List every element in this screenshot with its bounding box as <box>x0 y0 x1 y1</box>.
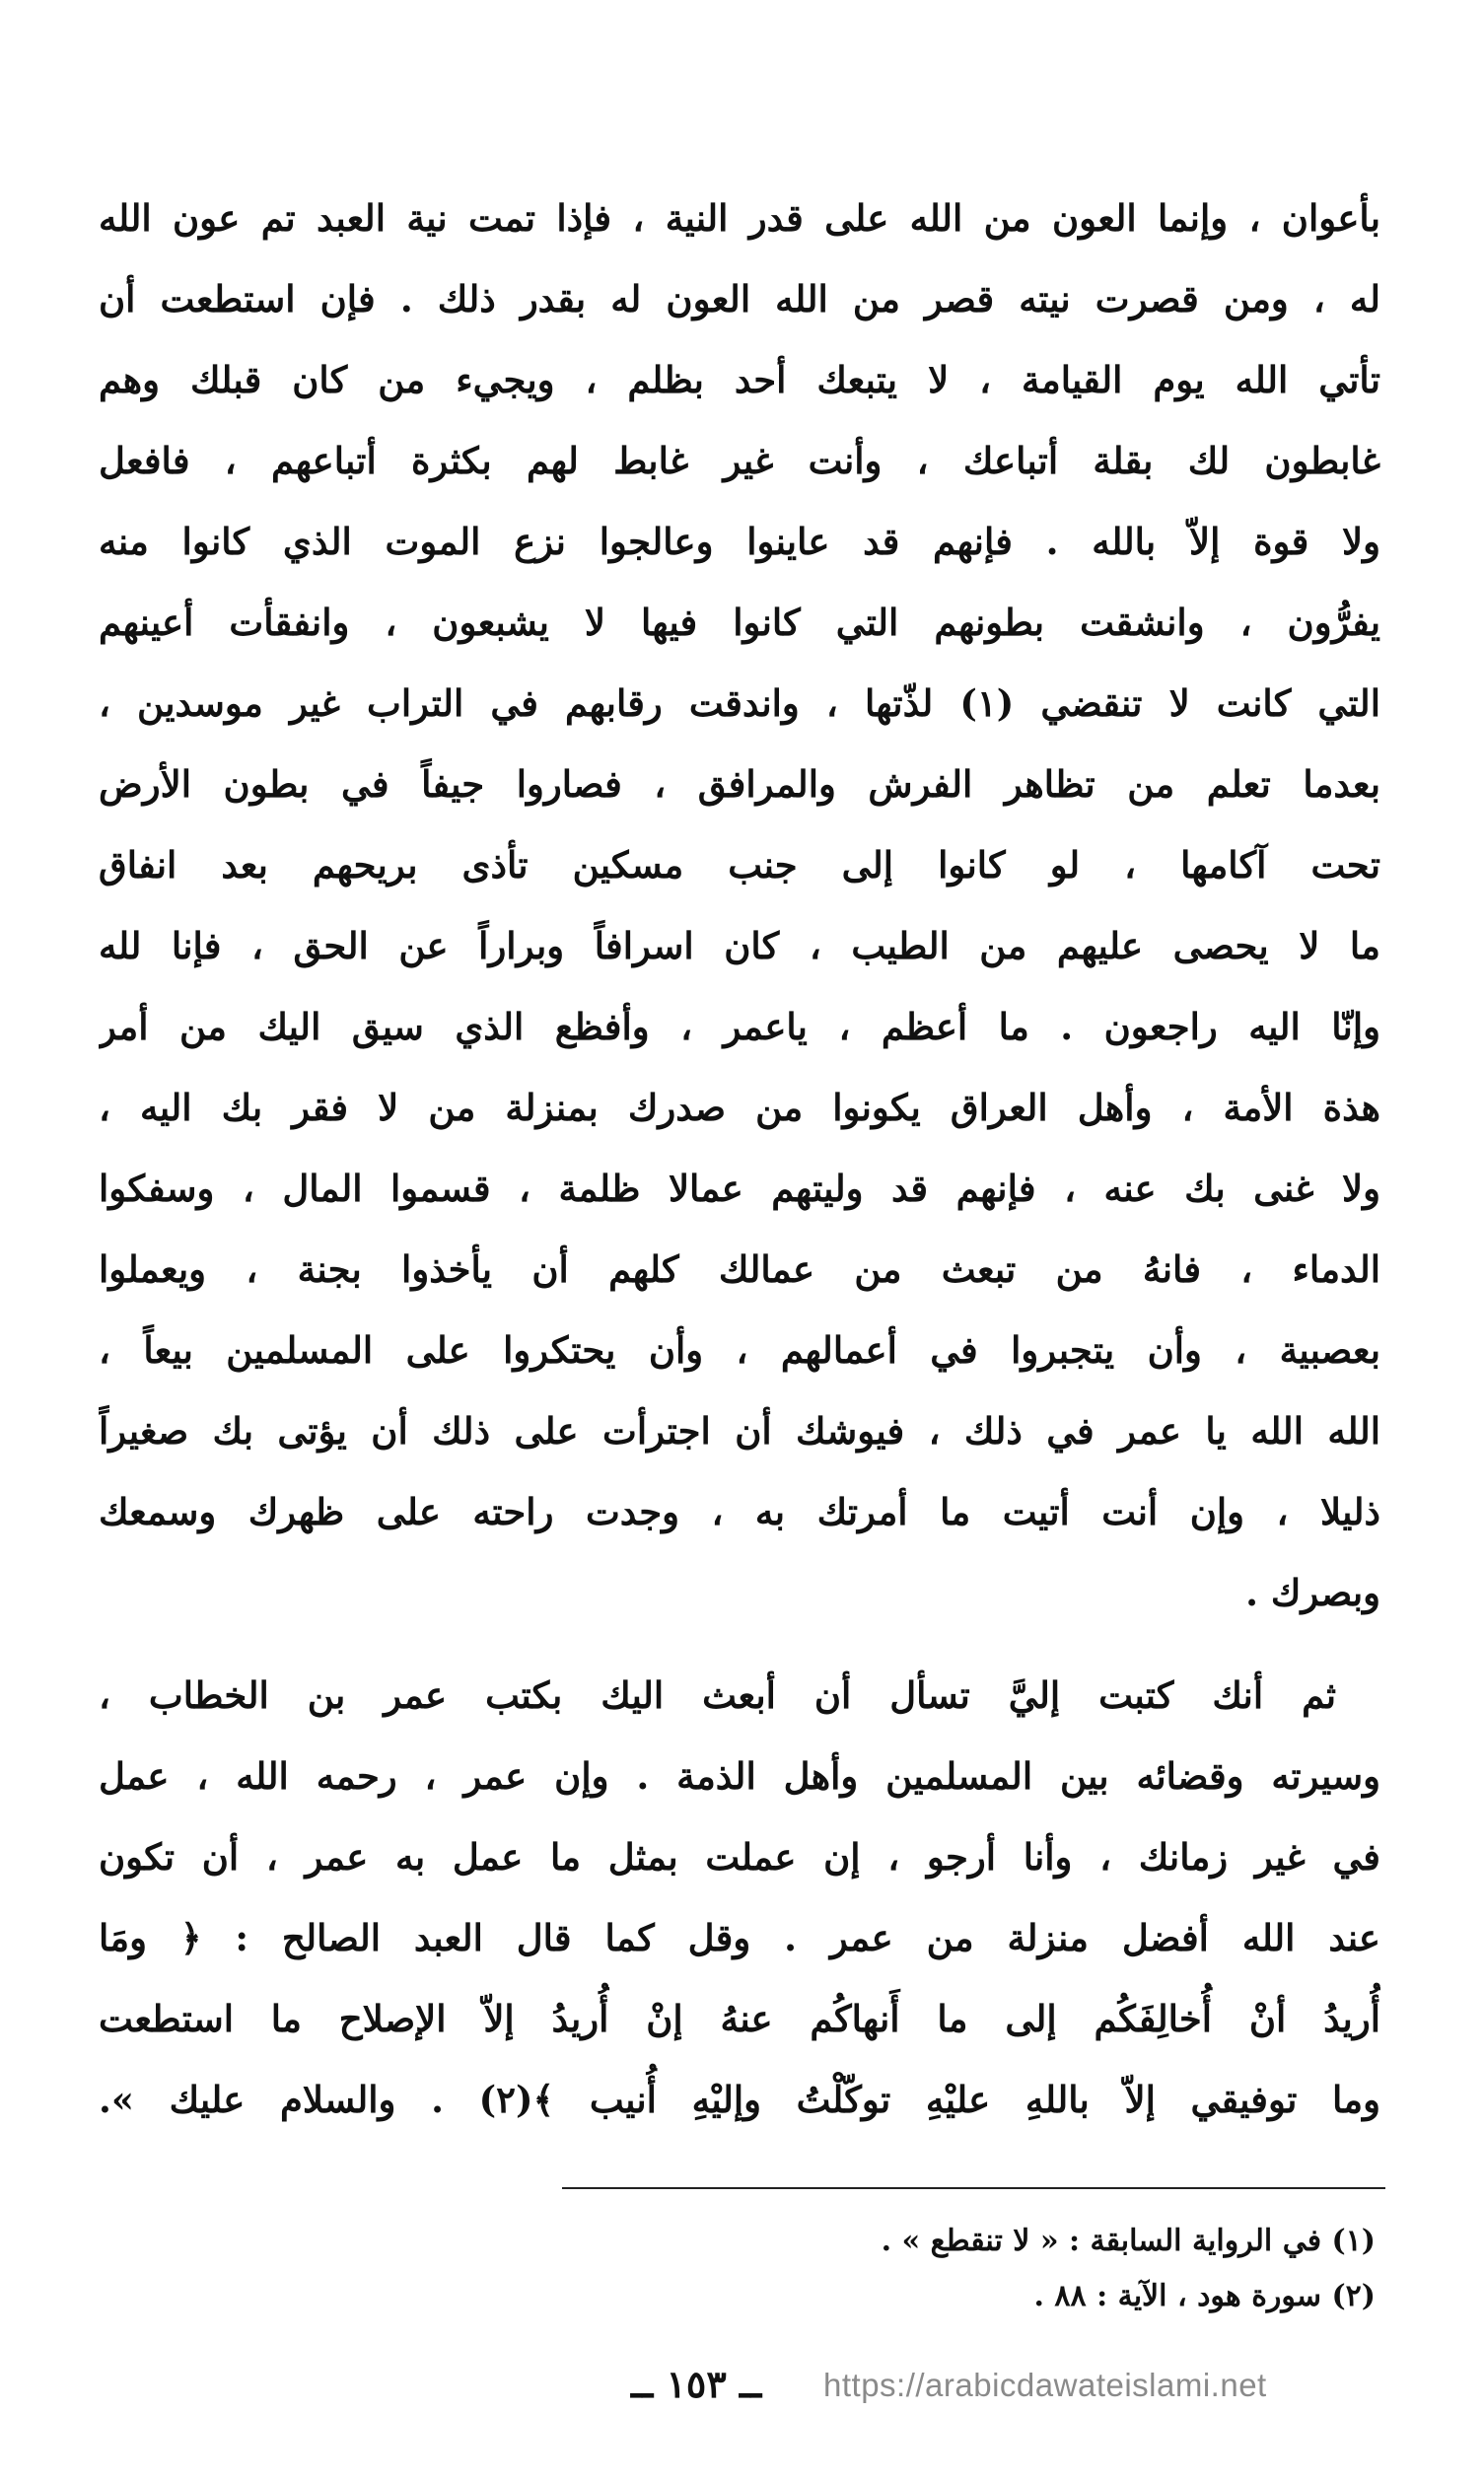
text-line: وإنّا اليه راجعون . ما أعظم ، ياعمر ، وأفظع الذي سيق اليك من أمر <box>99 1005 1380 1048</box>
text-line: بعدما تعلم من تظاهر الفرش والمرافق ، فصاروا جيفاً في بطون الأرض <box>99 762 1380 806</box>
text-line: تحت آكامها ، لو كانوا إلى جنب مسكين تأذى بريحهم بعد انفاق <box>99 843 1380 887</box>
text-line: هذة الأمة ، وأهل العراق يكونوا من صدرك بمنزلة من لا فقر بك اليه ، <box>99 1086 1380 1129</box>
text-line: غابطون لك بقلة أتباعك ، وأنت غير غابط لهم بكثرة أتباعهم ، فافعل <box>99 439 1380 482</box>
text-line: أُريدُ أنْ أُخالِفَكُم إلى ما أَنهاكُم عنهُ إنْ أُريدُ إلاّ الإصلاح ما استطعت <box>99 1997 1380 2040</box>
text-line: الله الله يا عمر في ذلك ، فيوشك أن اجترأت على ذلك أن يؤتى بك صغيراً <box>99 1409 1380 1453</box>
text-line: يفرُّون ، وانشقت بطونهم التي كانوا فيها لا يشبعون ، وانفقأت أعينهم <box>99 601 1380 644</box>
text-line: له ، ومن قصرت نيته قصر من الله العون له بقدر ذلك . فإن استطعت أن <box>99 277 1380 320</box>
text-line: وسيرته وقضائه بين المسلمين وأهل الذمة . وإن عمر ، رحمه الله ، عمل <box>99 1754 1380 1798</box>
text-line: ثم أنك كتبت إليَّ تسأل أن أبعث اليك بكتب عمر بن الخطاب ، <box>99 1673 1336 1717</box>
paragraph-2 <box>99 1655 1380 2140</box>
paragraph-spacer <box>99 1633 1380 1655</box>
watermark-url: https://arabicdawateislami.net <box>823 2367 1267 2403</box>
text-line: ولا غنى بك عنه ، فإنهم قد وليتهم عمالا ظلمة ، قسموا المال ، وسفكوا <box>99 1167 1380 1210</box>
text-line: الدماء ، فانهُ من تبعث من عمالك كلهم أن يأخذوا بجنة ، ويعملوا <box>99 1247 1380 1291</box>
text-line: وما توفيقي إلاّ باللهِ عليْهِ توكّلْتُ وإليْهِ أُنيب ﴾(٢) . والسلام عليك ». <box>99 2078 1380 2121</box>
text-line: في غير زمانك ، وأنا أرجو ، إن عملت بمثل ما عمل به عمر ، أن تكون <box>99 1835 1380 1879</box>
footnote-divider <box>562 2187 1385 2189</box>
text-line: ولا قوة إلاّ بالله . فإنهم قد عاينوا وعالجوا نزع الموت الذي كانوا منه <box>99 520 1380 563</box>
text-line: عند الله أفضل منزلة من عمر . وقل كما قال العبد الصالح : ﴿ ومَا <box>99 1916 1380 1959</box>
footnotes <box>882 2214 1376 2324</box>
footnote-1: (١) في الرواية السابقة : « لا تنقطع » . <box>881 2224 1376 2258</box>
text-line: تأتي الله يوم القيامة ، لا يتبعك أحد بظلم ، ويجيء من كان قبلك وهم <box>99 358 1380 401</box>
main-text <box>99 177 1380 2140</box>
footnote-2: (٢) سورة هود ، الآية : ٨٨ . <box>1033 2279 1376 2313</box>
text-line: وبصرك . <box>1245 1571 1380 1614</box>
paragraph-1 <box>99 177 1380 1633</box>
text-line: ما لا يحصى عليهم من الطيب ، كان اسرافاً وبراراً عن الحق ، فإنا لله <box>99 924 1380 967</box>
text-line: التي كانت لا تنقضي (١) لذّتها ، واندقت رقابهم في التراب غير موسدين ، <box>99 681 1380 725</box>
text-line: بعصبية ، وأن يتجبروا في أعمالهم ، وأن يحتكروا على المسلمين بيعاً ، <box>99 1328 1380 1372</box>
text-line: بأعوان ، وإنما العون من الله على قدر النية ، فإذا تمت نية العبد تم عون الله <box>99 196 1380 240</box>
text-line: ذليلا ، وإن أنت أتيت ما أمرتك به ، وجدت راحته على ظهرك وسمعك <box>99 1490 1380 1533</box>
page-number: ــ ١٥٣ ــ <box>631 2362 762 2406</box>
